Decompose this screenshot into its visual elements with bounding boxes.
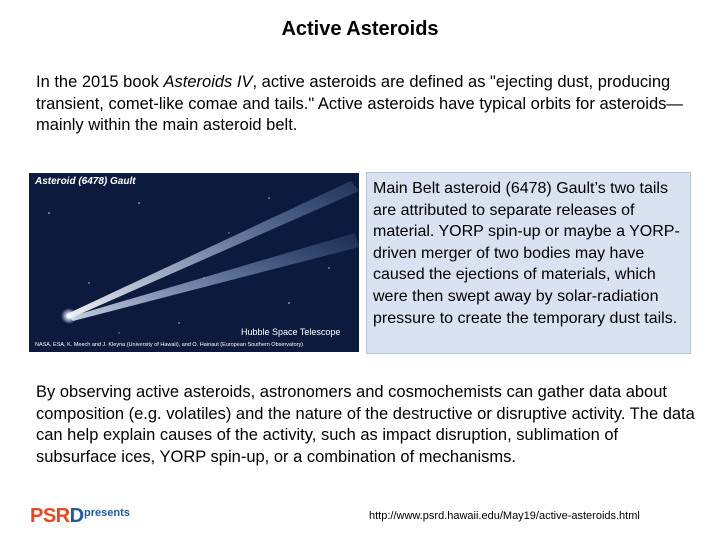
intro-text-end: , active asteroids are defined as "ejecting dust, producing transient, comet-like comae and tails." Active asteroids have typical orbits for asteroids—mainly within the main asteroid belt. (36, 73, 683, 134)
asteroid-tails-illustration (29, 173, 359, 352)
psrd-logo (30, 505, 84, 528)
logo-psr: PSR (30, 505, 70, 527)
intro-text-start: In the 2015 book (36, 73, 164, 91)
figure-title: Asteroid (6478) Gault (35, 176, 136, 187)
image-credit: NASA, ESA, K. Meech and J. Kleyna (University of Hawaii), and O. Hainaut (European Southern Observatory) (35, 342, 304, 348)
asteroid-nucleus (67, 314, 72, 319)
logo-d: D (69, 505, 84, 527)
source-url[interactable]: http://www.psrd.hawaii.edu/May19/active-asteroids.html (369, 510, 640, 522)
intro-paragraph (36, 72, 686, 137)
hubble-label: Hubble Space Telescope (241, 327, 341, 337)
logo-presents: presents (84, 507, 130, 519)
caption-box: Main Belt asteroid (6478) Gault’s two tails are attributed to separate releases of material. YORP spin-up or maybe a YORP-driven merger of two bodies may have caused the ejections of materials, which were then swept away by solar-radiation pressure to create the temporary dust tails. (366, 172, 691, 354)
slide-title: Active Asteroids (281, 18, 439, 40)
body-paragraph: By observing active asteroids, astronomers and cosmochemists can gather data about composition (e.g. volatiles) and the nature of the destructive or disruptive activity. The data can help explain causes of the activity, such as impact disruption, sublimation of subsurface ices, YORP spin-up, or a combination of mechanisms. (36, 383, 695, 466)
book-title: Asteroids IV (163, 73, 253, 91)
asteroid-gault-image (29, 173, 359, 352)
